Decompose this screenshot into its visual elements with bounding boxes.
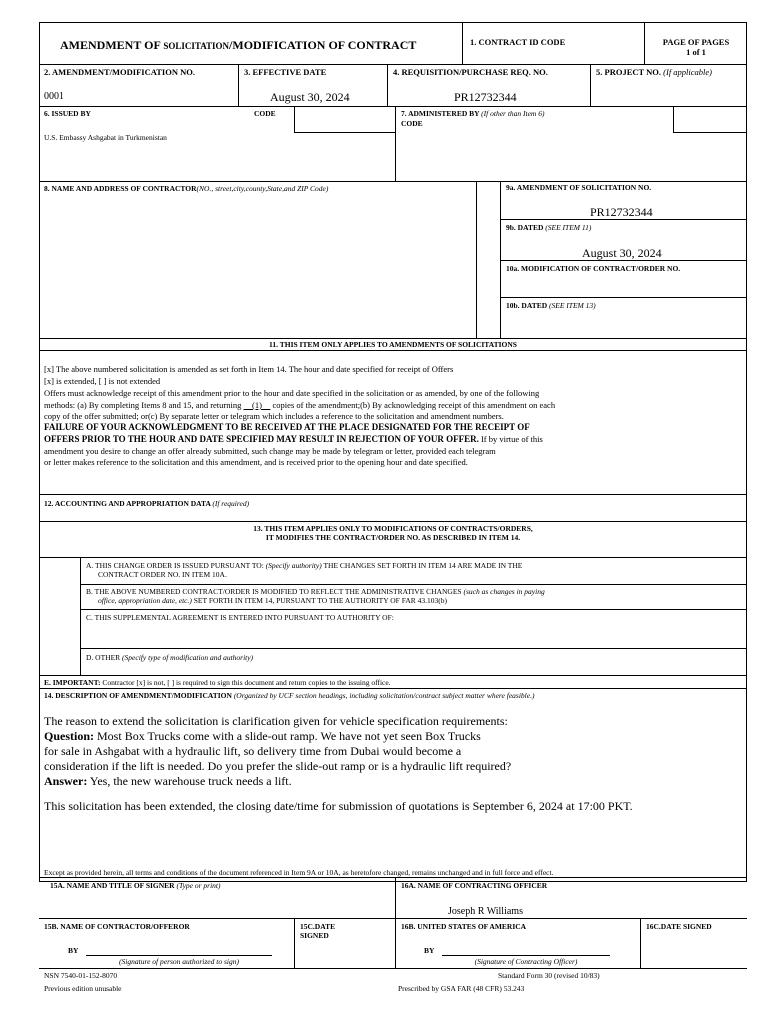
title-modification: /MODIFICATION OF CONTRACT — [229, 38, 417, 52]
item11-line4: methods: (a) By completing Items 8 and 15, and returning (1) copies of the amendment;(b) By acknowledging receipt of this amendment on each — [44, 400, 556, 410]
item11-line3: Offers must acknowledge receipt of this amendment prior to the hour and date specified in the solicitation or as amended, by one of the following — [44, 388, 540, 398]
important-line: E. IMPORTANT: Contractor [x] is not, [ ] is required to sign this document and return copies to the issuing office. — [44, 678, 391, 687]
item9b-label: 9b. DATED (SEE ITEM 11) — [506, 223, 592, 232]
item11-line8: amendment you desire to change an offer already submitted, such change may be made by telegram or letter, provided each telegram — [44, 446, 496, 456]
contractor-by-label: BY — [68, 946, 79, 955]
item14-footer: Except as provided herein, all terms and conditions of the document referenced in Item 9A or 10A, as heretofore changed, remains unchanged and in full force and effect. — [44, 868, 554, 877]
issued-by-label: 6. ISSUED BY — [44, 109, 91, 118]
officer-signature-line[interactable] — [442, 955, 610, 956]
item9b-value: August 30, 2024 — [582, 246, 662, 260]
requisition-label: 4. REQUISITION/PURCHASE REQ. NO. — [393, 67, 548, 77]
amendment-no-value: 0001 — [44, 91, 64, 102]
issued-by-value: U.S. Embassy Ashgabat in Turkmenistan — [44, 133, 167, 142]
item11-line9: or letter makes reference to the solicitation and this amendment, and is received prior to the opening hour and date specified. — [44, 457, 468, 467]
item13-heading: 13. THIS ITEM APPLIES ONLY TO MODIFICATIONS OF CONTRACTS/ORDERS, IT MODIFIES THE CONTRACT/ORDER NO. AS DESCRIBED IN ITEM 14. — [253, 524, 533, 542]
item14-q2: for sale in Ashgabat with a hydraulic lift, so delivery time from Dubai would become a — [44, 744, 462, 758]
project-no-label: 5. PROJECT NO. (If applicable) — [596, 67, 713, 77]
signer-15c-label: 15C.DATE SIGNED — [300, 922, 336, 940]
contractor-signature-caption: (Signature of person authorized to sign) — [119, 957, 239, 966]
officer-signature-caption: (Signature of Contracting Officer) — [474, 957, 578, 966]
previous-edition-text: Previous edition unusable — [44, 984, 122, 993]
item11-line1: [x] The above numbered solicitation is amended as set forth in Item 14. The hour and date specified for receipt of Offers — [44, 364, 454, 374]
item14-p1: The reason to extend the solicitation is clarification given for vehicle specification requirements: — [44, 714, 508, 728]
item13b: B. THE ABOVE NUMBERED CONTRACT/ORDER IS MODIFIED TO REFLECT THE ADMINISTRATIVE CHANGES (such as changes in paying office, appropriation date, etc.) SET FORTH IN ITEM 14, PURSUANT TO THE AUTHORITY OF FAR 43.103(b) — [86, 587, 545, 605]
item11-line6: FAILURE OF YOUR ACKNOWLEDGMENT TO BE RECEIVED AT THE PLACE DESIGNATED FOR THE RECEIPT OF — [44, 422, 530, 432]
officer-by-label: BY — [424, 946, 435, 955]
standard-form-text: Standard Form 30 (revised 10/83) — [498, 971, 600, 980]
item14-question: Question: Most Box Trucks come with a slide-out ramp. We have not yet seen Box Trucks — [44, 729, 481, 743]
title-solicitation: SOLICITATION — [163, 41, 230, 51]
item13a: A. THIS CHANGE ORDER IS ISSUED PURSUANT TO: (Specify authority) THE CHANGES SET FORTH IN ITEM 14 ARE MADE IN THE CONTRACT ORDER NO. IN ITEM 10A. — [86, 561, 523, 579]
contractor-signature-line[interactable] — [86, 955, 272, 956]
signer-15b-label: 15B. NAME OF CONTRACTOR/OFFEROR — [44, 922, 190, 931]
item9a-label: 9a. AMENDMENT OF SOLICITATION NO. — [506, 183, 652, 192]
page-value: 1 of 1 — [686, 47, 706, 57]
contracting-officer-name: Joseph R Williams — [448, 906, 523, 917]
amendment-no-label: 2. AMENDMENT/MODIFICATION NO. — [44, 67, 195, 77]
item11-line5: copy of the offer submitted; or(c) By separate letter or telegram which includes a reference to the solicitation and amendment numbers. — [44, 411, 504, 421]
issued-code-field[interactable] — [294, 106, 396, 133]
signer-16b-label: 16B. UNITED STATES OF AMERICA — [401, 922, 527, 931]
nsn-text: NSN 7540-01-152-8070 — [44, 971, 118, 980]
page-of-pages-label: PAGE OF PAGES — [662, 37, 730, 47]
item11-line7: OFFERS PRIOR TO THE HOUR AND DATE SPECIFIED MAY RESULT IN REJECTION OF YOUR OFFER. If by virtue of this — [44, 434, 543, 444]
effective-date-label: 3. EFFECTIVE DATE — [244, 67, 327, 77]
item14-description — [44, 714, 744, 814]
form-title: AMENDMENT OF SOLICITATION/MODIFICATION OF CONTRACT — [60, 38, 417, 52]
effective-date-value: August 30, 2024 — [270, 90, 350, 104]
item11-body — [44, 364, 744, 467]
signer-16a-label: 16A. NAME OF CONTRACTING OFFICER — [401, 881, 548, 890]
item10a-label: 10a. MODIFICATION OF CONTRACT/ORDER NO. — [506, 264, 681, 273]
admin-code-label: CODE — [401, 119, 423, 128]
item14-label: 14. DESCRIPTION OF AMENDMENT/MODIFICATION (Organized by UCF section headings, including solicitation/contract subject matter where feasible.) — [44, 691, 535, 700]
item13d: D. OTHER (Specify type of modification and authority) — [86, 653, 254, 662]
prescribed-by-text: Prescribed by GSA FAR (48 CFR) 53.243 — [398, 984, 525, 993]
administered-by-label: 7. ADMINISTERED BY (If other than Item 6) — [401, 109, 545, 118]
admin-code-field[interactable] — [673, 106, 747, 133]
signer-15a-label: 15A. NAME AND TITLE OF SIGNER (Type or print) — [50, 881, 221, 890]
contractor-label: 8. NAME AND ADDRESS OF CONTRACTOR(NO., street,city,county,State,and ZIP Code) — [44, 184, 329, 193]
requisition-value: PR12732344 — [454, 90, 517, 104]
page-label — [648, 37, 744, 57]
item10b-label: 10b. DATED (SEE ITEM 13) — [506, 301, 596, 310]
item11-line2: [x] is extended, [ ] is not extended — [44, 376, 161, 386]
item13c: C. THIS SUPPLEMENTAL AGREEMENT IS ENTERED INTO PURSUANT TO AUTHORITY OF: — [86, 613, 394, 622]
item14-answer: Answer: Yes, the new warehouse truck needs a lift. — [44, 774, 292, 788]
code-label: CODE — [254, 109, 276, 118]
item14-p2: This solicitation has been extended, the closing date/time for submission of quotations is September 6, 2024 at 17:00 PKT. — [44, 799, 633, 813]
item11-heading: 11. THIS ITEM ONLY APPLIES TO AMENDMENTS OF SOLICITATIONS — [269, 340, 517, 349]
contract-id-label: 1. CONTRACT ID CODE — [470, 37, 566, 47]
item14-q3: consideration if the lift is needed. Do you prefer the slide-out ramp or is a hydraulic lift required? — [44, 759, 512, 773]
signer-16c-label: 16C.DATE SIGNED — [646, 922, 712, 931]
item9a-value: PR12732344 — [590, 205, 653, 219]
item12-label: 12. ACCOUNTING AND APPROPRIATION DATA (If required) — [44, 499, 250, 508]
